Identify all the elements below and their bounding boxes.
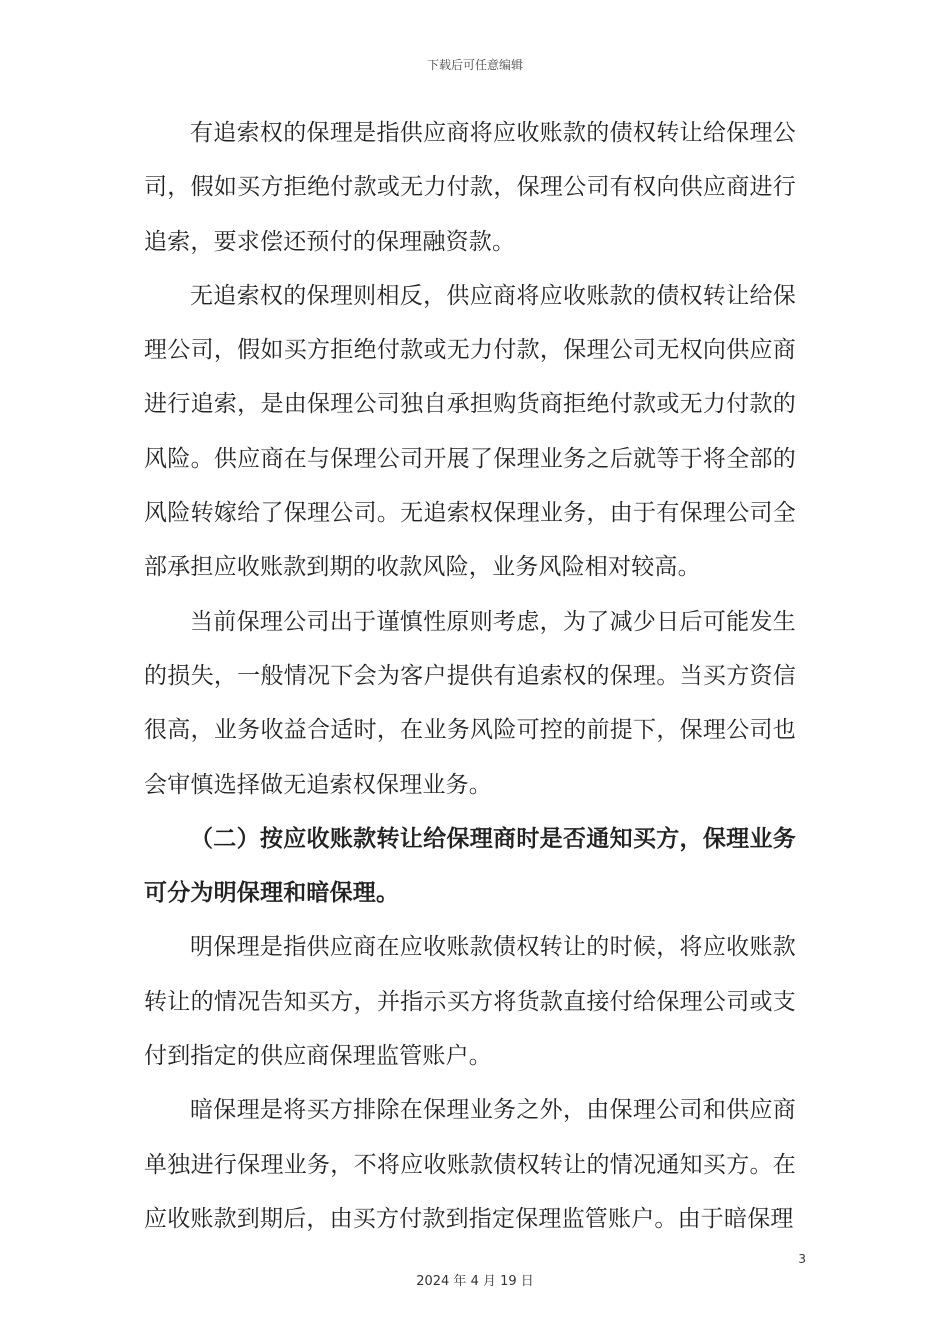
document-body — [144, 106, 796, 1246]
footer-date: 2024 年 4 月 19 日 — [416, 1274, 534, 1289]
section-heading: （二）按应收账款转让给保理商时是否通知买方，保理业务可分为明保理和暗保理。 — [144, 825, 796, 907]
paragraph-current-practice: 当前保理公司出于谨慎性原则考虑，为了减少日后可能发生的损失，一般情况下会为客户提供有追索权的保理。当买方资信很高，业务收益合适时，在业务风险可控的前提下，保理公司也会审慎选择做无追索权保理业务。 — [144, 608, 796, 798]
paragraph-open-factoring: 明保理是指供应商在应收账款债权转让的时候，将应收账款转让的情况告知买方，并指示买方将货款直接付给保理公司或支付到指定的供应商保理监管账户。 — [144, 934, 796, 1070]
paragraph-non-recourse-factoring: 无追索权的保理则相反，供应商将应收账款的债权转让给保理公司，假如买方拒绝付款或无力付款，保理公司无权向供应商进行追索，是由保理公司独自承担购货商拒绝付款或无力付款的风险。供应商在与保理公司开展了保理业务之后就等于将全部的风险转嫁给了保理公司。无追索权保理业务，由于有保理公司全部承担应收账款到期的收款风险，业务风险相对较高。 — [144, 282, 796, 581]
page-number: 3 — [798, 1252, 806, 1266]
paragraph-recourse-factoring: 有追索权的保理是指供应商将应收账款的债权转让给保理公司，假如买方拒绝付款或无力付款，保理公司有权向供应商进行追索，要求偿还预付的保理融资款。 — [144, 120, 796, 255]
page-header: 下载后可任意编辑 — [426, 58, 523, 72]
paragraph-undisclosed-factoring: 暗保理是将买方排除在保理业务之外，由保理公司和供应商单独进行保理业务，不将应收账款债权转让的情况通知买方。在应收账款到期后，由买方付款到指定保理监管账户。由于暗保理 — [144, 1097, 796, 1232]
